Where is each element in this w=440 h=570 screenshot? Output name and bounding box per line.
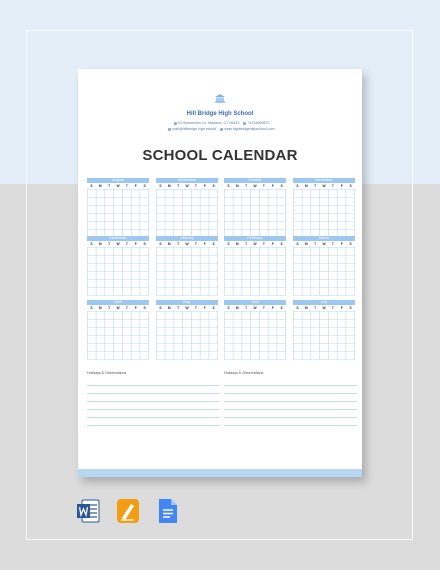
month-block	[224, 178, 286, 238]
day-initial: W	[322, 184, 326, 188]
month-name: February	[224, 236, 286, 241]
school-name: Hill Bridge High School	[186, 111, 254, 117]
day-initial: W	[253, 184, 257, 188]
day-initial: T	[177, 242, 180, 246]
day-initial: W	[253, 306, 257, 310]
day-initial: M	[304, 242, 308, 246]
day-initial: T	[108, 242, 111, 246]
note-line	[87, 402, 220, 410]
word-icon[interactable]	[76, 498, 100, 524]
day-initial: S	[349, 306, 352, 310]
website: www.highbridgehighschool.com	[224, 127, 275, 131]
day-initial: T	[108, 306, 111, 310]
phone: +1234569872	[247, 121, 270, 125]
day-initial: W	[185, 306, 189, 310]
note-line	[87, 394, 220, 402]
month-name: December	[87, 236, 149, 241]
day-initial: S	[296, 184, 299, 188]
day-initial: W	[116, 306, 120, 310]
note-line	[87, 378, 220, 386]
page-title: SCHOOL CALENDAR	[142, 147, 298, 164]
day-initial: M	[98, 306, 102, 310]
note-line	[224, 410, 357, 418]
email: mail@hillbridge high school	[172, 127, 217, 131]
month-name: August	[87, 178, 149, 183]
day-initial: S	[90, 184, 93, 188]
note-line	[224, 402, 357, 410]
day-initial: F	[134, 184, 137, 188]
note-line	[87, 410, 220, 418]
month-day-grid	[87, 247, 149, 296]
phone-icon	[243, 122, 246, 125]
day-initial: M	[235, 306, 239, 310]
day-initial: M	[304, 306, 308, 310]
google-docs-icon[interactable]	[156, 498, 180, 524]
month-block	[293, 300, 355, 360]
month-day-grid	[224, 189, 286, 238]
notes-label: Holidays & Observations	[224, 371, 264, 375]
day-initial: T	[331, 306, 334, 310]
month-block	[293, 178, 355, 238]
location-icon	[174, 122, 177, 125]
day-initial: S	[280, 306, 283, 310]
month-name: April	[87, 300, 149, 305]
month-day-grid	[156, 311, 218, 360]
month-day-grid	[87, 189, 149, 238]
month-name: January	[156, 236, 218, 241]
day-initial: T	[125, 306, 128, 310]
month-name: March	[293, 236, 355, 241]
school-logo-icon	[214, 93, 226, 103]
month-block	[87, 300, 149, 360]
day-initial: S	[159, 306, 162, 310]
day-initial: F	[271, 242, 274, 246]
day-initial: T	[262, 306, 265, 310]
month-day-grid	[224, 247, 286, 296]
day-initial: S	[349, 184, 352, 188]
day-initial: S	[280, 242, 283, 246]
day-initial: W	[116, 184, 120, 188]
day-initial: F	[340, 242, 343, 246]
day-initial: S	[212, 184, 215, 188]
month-day-grid	[156, 247, 218, 296]
day-initial: S	[212, 306, 215, 310]
pages-icon[interactable]	[116, 498, 140, 524]
note-line	[224, 378, 357, 386]
month-name: September	[156, 178, 218, 183]
day-initial: M	[167, 242, 171, 246]
day-initial: F	[134, 242, 137, 246]
month-block	[293, 236, 355, 296]
month-name: June	[224, 300, 286, 305]
day-initial: S	[143, 184, 146, 188]
day-initial: T	[125, 184, 128, 188]
day-initial: T	[177, 306, 180, 310]
month-block	[87, 236, 149, 296]
day-initial: W	[322, 242, 326, 246]
web-icon	[220, 128, 223, 131]
notes-right	[224, 371, 357, 426]
day-initial: T	[125, 242, 128, 246]
contact-row-2	[78, 127, 362, 131]
day-initial: S	[280, 184, 283, 188]
month-day-grid	[293, 311, 355, 360]
day-initial: M	[235, 242, 239, 246]
month-name: November	[293, 178, 355, 183]
month-block	[156, 300, 218, 360]
day-initial: W	[185, 184, 189, 188]
day-initial: T	[331, 242, 334, 246]
day-initial: W	[116, 242, 120, 246]
day-initial: T	[245, 184, 248, 188]
notes-left	[87, 371, 220, 426]
month-day-grid	[224, 311, 286, 360]
day-initial: T	[314, 184, 317, 188]
note-line	[224, 394, 357, 402]
month-block	[224, 300, 286, 360]
day-initial: S	[90, 306, 93, 310]
day-initial: M	[167, 306, 171, 310]
note-line	[224, 386, 357, 394]
notes-label: Holidays & Observations	[87, 371, 127, 375]
day-initial: T	[194, 184, 197, 188]
day-initial: M	[167, 184, 171, 188]
month-day-grid	[87, 311, 149, 360]
day-initial: F	[203, 184, 206, 188]
day-initial: S	[159, 242, 162, 246]
app-icons	[76, 498, 196, 524]
month-day-grid	[293, 247, 355, 296]
month-day-grid	[293, 189, 355, 238]
day-initial: S	[296, 242, 299, 246]
day-initial: T	[245, 306, 248, 310]
day-initial: T	[177, 184, 180, 188]
day-initial: F	[340, 184, 343, 188]
address: 10 Hunnenhen Ln, Madison, CT 06443	[177, 121, 240, 125]
day-initial: T	[194, 306, 197, 310]
month-block	[156, 178, 218, 238]
footer-bar	[78, 469, 362, 477]
note-line	[87, 386, 220, 394]
day-initial: S	[296, 306, 299, 310]
day-initial: S	[143, 306, 146, 310]
day-initial: M	[235, 184, 239, 188]
day-initial: M	[304, 184, 308, 188]
day-initial: T	[108, 184, 111, 188]
note-line	[87, 418, 220, 426]
day-initial: M	[98, 242, 102, 246]
day-initial: W	[322, 306, 326, 310]
day-initial: S	[143, 242, 146, 246]
day-initial: S	[212, 242, 215, 246]
day-initial: S	[159, 184, 162, 188]
day-initial: F	[271, 306, 274, 310]
day-initial: M	[98, 184, 102, 188]
month-name: May	[156, 300, 218, 305]
month-day-grid	[156, 189, 218, 238]
month-block	[224, 236, 286, 296]
day-initial: T	[314, 306, 317, 310]
day-initial: S	[227, 306, 230, 310]
day-initial: S	[227, 184, 230, 188]
contact-row-1	[78, 121, 362, 125]
month-name: July	[293, 300, 355, 305]
month-block	[87, 178, 149, 238]
note-line	[224, 418, 357, 426]
day-initial: S	[90, 242, 93, 246]
email-icon	[168, 128, 171, 131]
day-initial: F	[203, 306, 206, 310]
day-initial: F	[203, 242, 206, 246]
day-initial: T	[314, 242, 317, 246]
day-initial: T	[262, 242, 265, 246]
day-initial: W	[185, 242, 189, 246]
day-initial: F	[340, 306, 343, 310]
day-initial: F	[271, 184, 274, 188]
day-initial: T	[245, 242, 248, 246]
day-initial: W	[253, 242, 257, 246]
day-initial: T	[331, 184, 334, 188]
day-initial: T	[262, 184, 265, 188]
month-block	[156, 236, 218, 296]
day-initial: S	[349, 242, 352, 246]
calendar-document	[78, 69, 362, 477]
month-name: October	[224, 178, 286, 183]
day-initial: S	[227, 242, 230, 246]
day-initial: T	[194, 242, 197, 246]
day-initial: F	[134, 306, 137, 310]
